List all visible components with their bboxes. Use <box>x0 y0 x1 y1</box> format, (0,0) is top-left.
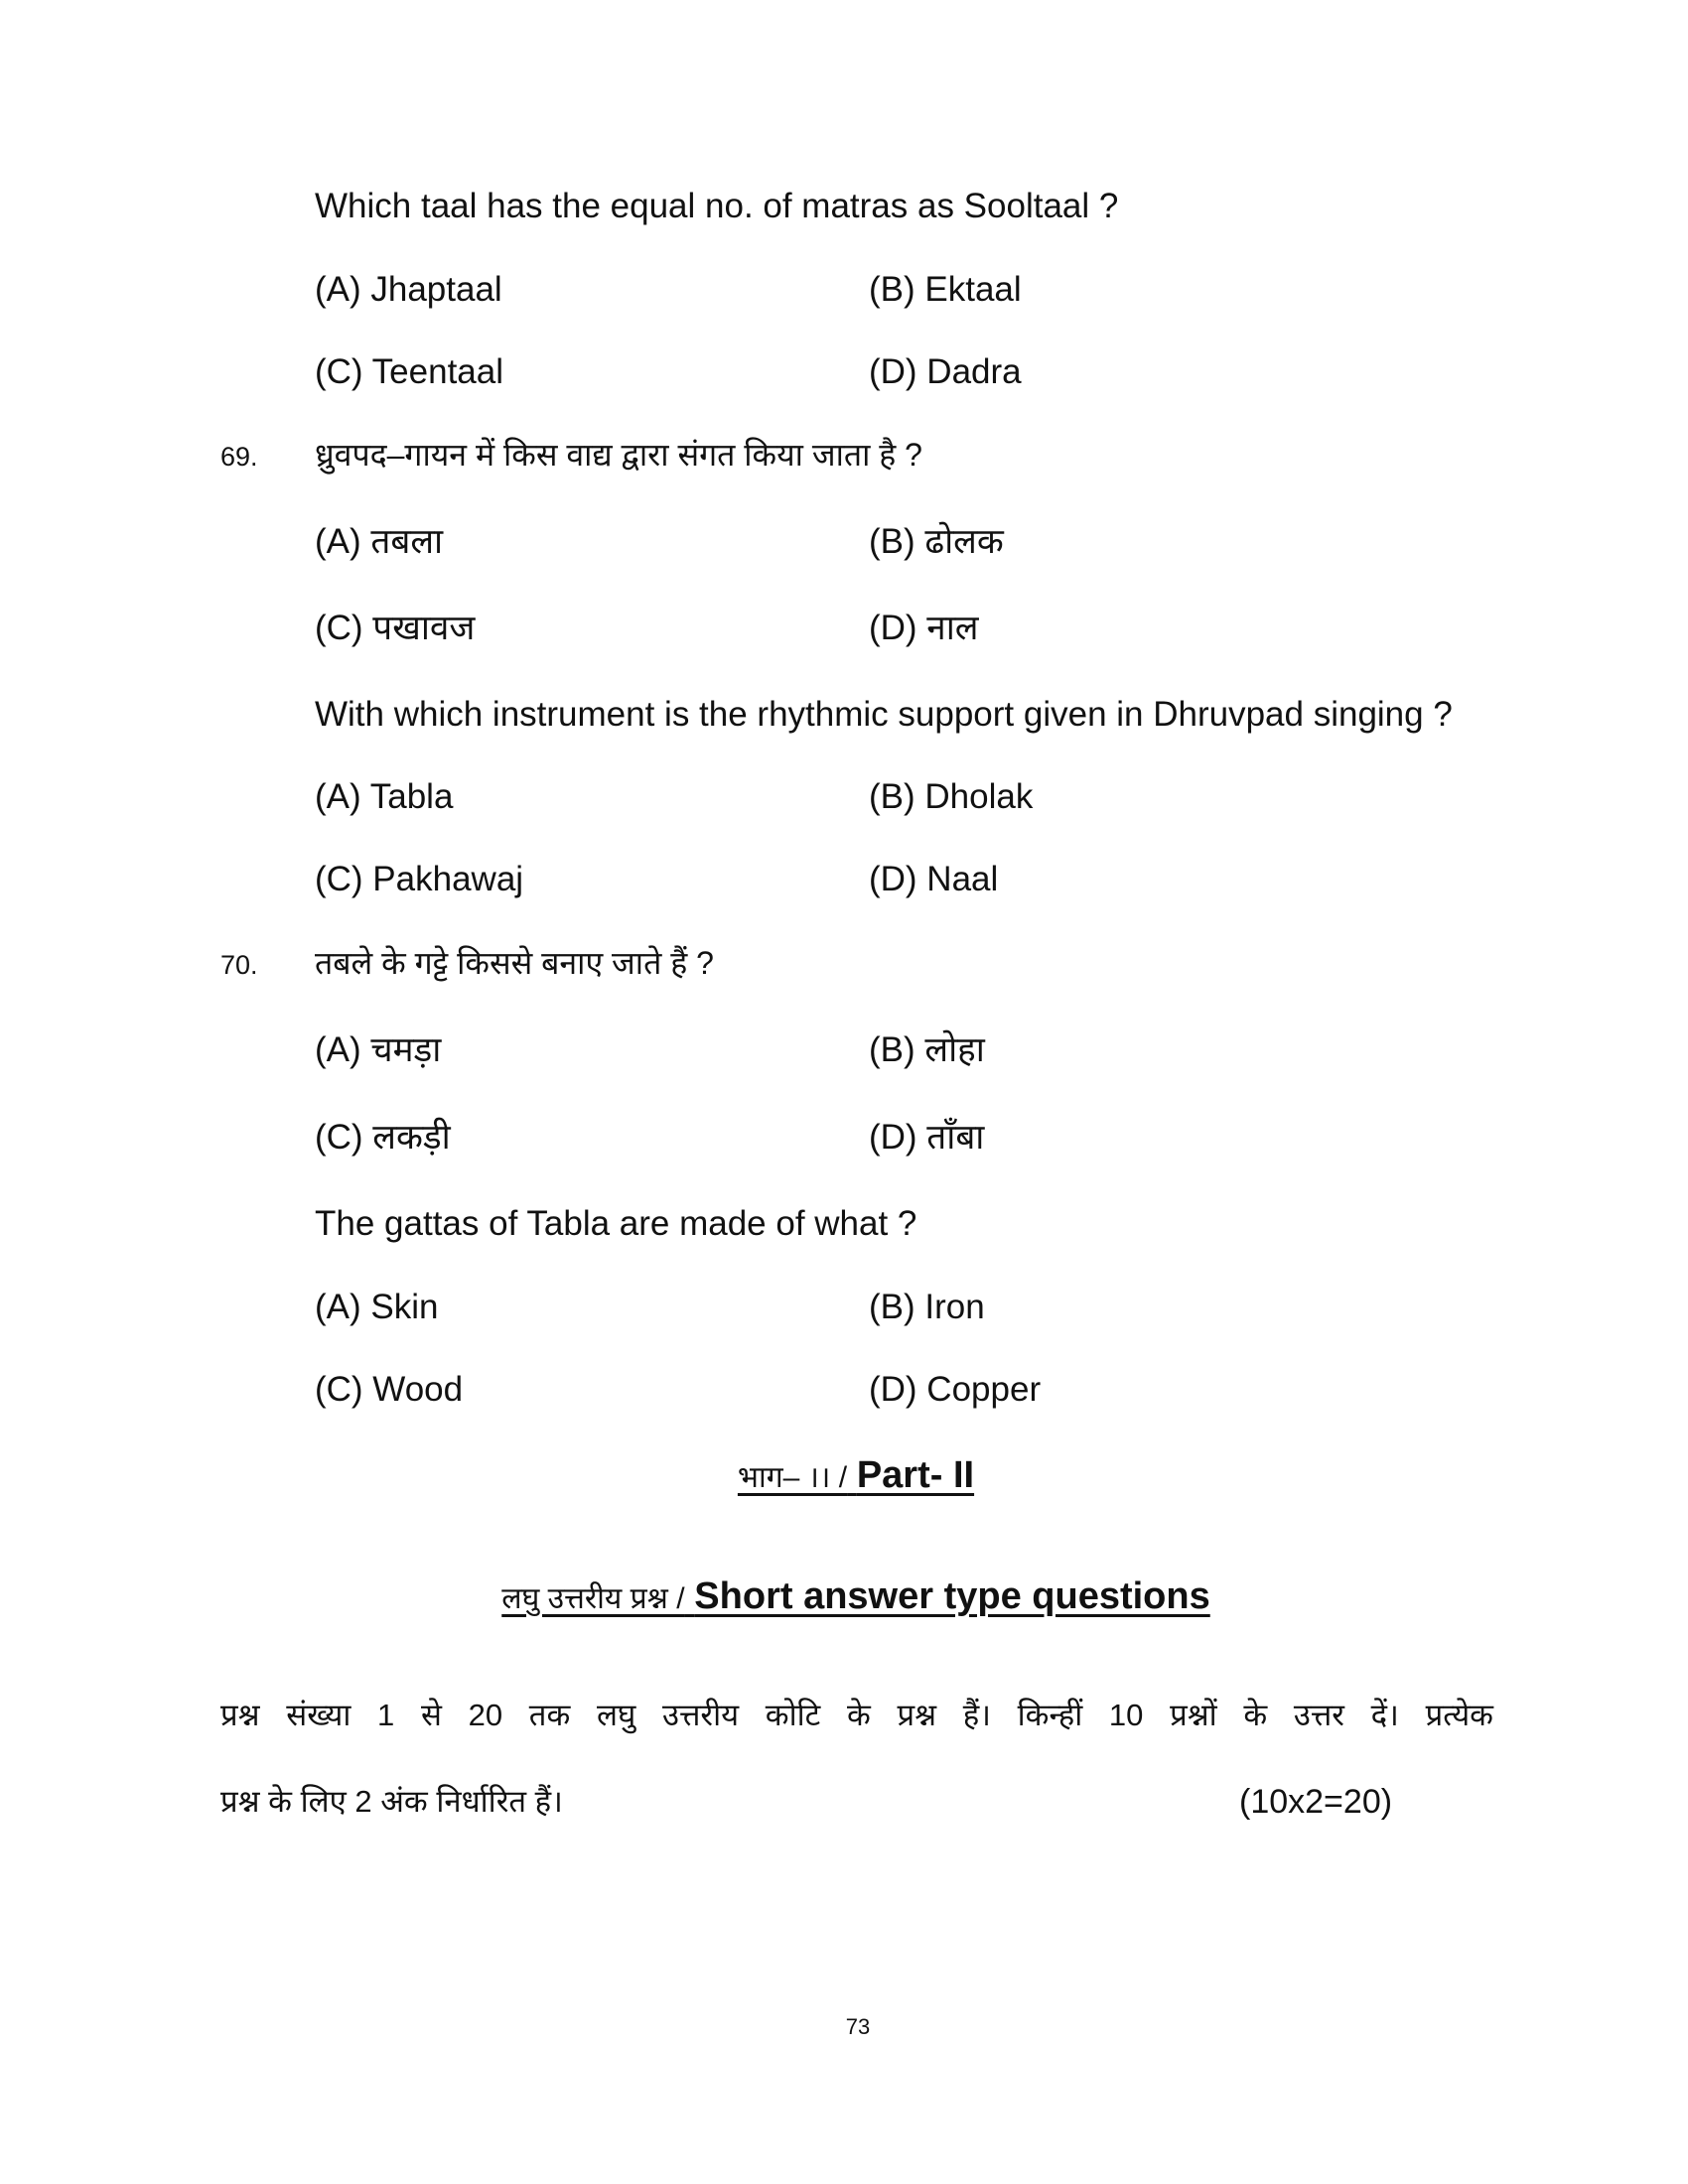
option-a: (A) Jhaptaal <box>315 270 502 309</box>
option-c-hi: (C) पखावज <box>315 609 476 647</box>
option-a-hi: (A) चमड़ा <box>315 1030 442 1069</box>
question-text-en: With which instrument is the rhythmic support given in Dhruvpad singing ? <box>315 695 1453 734</box>
instructions-line-2: प्रश्न के लिए 2 अंक निर्धारित हैं। <box>220 1784 563 1819</box>
section-heading-en: Short answer type questions <box>694 1575 1210 1617</box>
question-text-en: Which taal has the equal no. of matras as Sooltaal ? <box>315 187 1119 225</box>
option-d-hi: (D) ताँबा <box>869 1118 985 1157</box>
option-b: (B) Dholak <box>869 777 1034 816</box>
option-a: (A) Skin <box>315 1288 439 1326</box>
section-heading <box>0 1574 1688 1621</box>
part-heading-en: Part- II <box>856 1454 975 1496</box>
page-number: 73 <box>845 2014 871 2039</box>
option-c-hi: (C) लकड़ी <box>315 1118 451 1157</box>
option-d-hi: (D) नाल <box>869 609 979 647</box>
option-c: (C) Teentaal <box>315 352 504 391</box>
option-b: (B) Iron <box>869 1288 985 1326</box>
option-a: (A) Tabla <box>315 777 454 816</box>
option-b-hi: (B) लोहा <box>869 1030 985 1069</box>
option-c: (C) Wood <box>315 1370 464 1409</box>
option-b: (B) Ektaal <box>869 270 1022 309</box>
question-text-en: The gattas of Tabla are made of what ? <box>315 1204 917 1243</box>
question-number: 70. <box>220 950 258 980</box>
part-heading-hi: भाग– ।। / <box>737 1461 848 1494</box>
option-c: (C) Pakhawaj <box>315 860 524 898</box>
option-d: (D) Dadra <box>869 352 1022 391</box>
option-a-hi: (A) तबला <box>315 522 444 561</box>
part-heading <box>0 1453 1688 1500</box>
question-text-hi: तबले के गट्टे किससे बनाए जाते हैं ? <box>315 945 714 981</box>
question-number: 69. <box>220 442 258 472</box>
option-d: (D) Naal <box>869 860 999 898</box>
marks-allocation: (10x2=20) <box>1239 1783 1393 1821</box>
section-heading-hi: लघु उत्तरीय प्रश्न / <box>501 1582 685 1615</box>
option-d: (D) Copper <box>869 1370 1042 1409</box>
instructions-line-1: प्रश्न संख्या 1 से 20 तक लघु उत्तरीय कोटि के प्रश्न हैं। किन्हीं 10 प्रश्नों के उत्तर दें। प्रत्येक <box>220 1698 1493 1732</box>
option-b-hi: (B) ढोलक <box>869 522 1004 561</box>
question-text-hi: ध्रुवपद–गायन में किस वाद्य द्वारा संगत किया जाता है ? <box>315 437 922 473</box>
